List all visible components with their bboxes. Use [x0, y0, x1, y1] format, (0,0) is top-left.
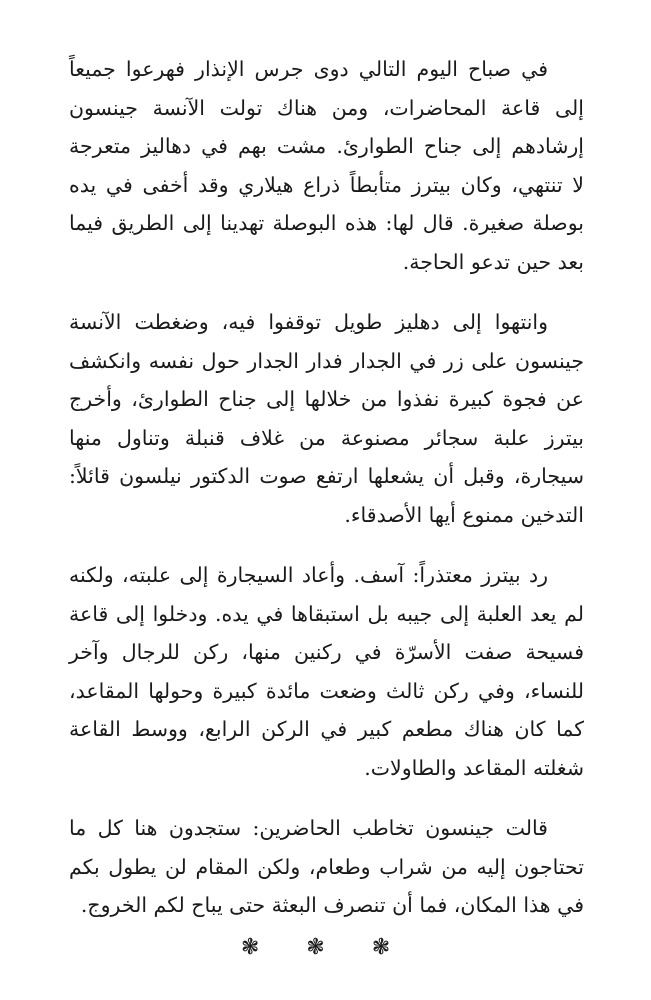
text-line: كما كان هناك مطعم كبير في الركن الرابع، ووسط القاعة — [69, 717, 584, 741]
paragraph-4 — [69, 809, 584, 925]
text-line: رد بيترز معتذراً: آسف. وأعاد السيجارة إلى علبته، ولكنه — [69, 563, 548, 587]
text-line: بعد حين تدعو الحاجة. — [402, 249, 584, 274]
text-line: قالت جينسون تخاطب الحاضرين: ستجدون هنا كل ما — [69, 816, 548, 840]
paragraph-3 — [69, 556, 584, 787]
text-line: لا تنتهي، وكان بيترز متأبطاً ذراع هيلاري وقد أخفى في يده — [69, 172, 584, 197]
paragraph-1 — [69, 50, 584, 281]
section-separator: ❃ ❃ ❃ — [240, 935, 411, 960]
text-line: إلى قاعة المحاضرات، ومن هناك تولت الآنسة جينسون — [69, 95, 584, 120]
text-line: بوصلة صغيرة. قال لها: هذه البوصلة تهدينا إلى الطريق فيما — [69, 211, 584, 235]
text-line: عن فجوة كبيرة نفذوا من خلالها إلى جناح الطوارئ، وأخرج — [69, 387, 584, 411]
text-line: وانتهوا إلى دهليز طويل توقفوا فيه، وضغطت الآنسة — [69, 310, 548, 334]
text-line: سيجارة، وقبل أن يشعلها ارتفع صوت الدكتور نيلسون قائلاً: — [69, 464, 584, 488]
text-line: فسيحة صفت الأسرّة في ركنين منها، ركن للرجال وآخر — [69, 640, 584, 664]
text-line: جينسون على زر في الجدار فدار الجدار حول نفسه وانكشف — [69, 348, 584, 373]
text-line: لم يعد العلبة إلى جيبه بل استبقاها في يده. ودخلوا إلى قاعة — [69, 601, 584, 626]
paragraph-2 — [69, 303, 584, 534]
text-line: تحتاجون إليه من شراب وطعام، ولكن المقام لن يطول بكم — [69, 854, 584, 879]
text-line: للنساء، وفي ركن ثالث وضعت مائدة كبيرة وحولها المقاعد، — [69, 678, 584, 703]
text-line: في صباح اليوم التالي دوى جرس الإنذار فهرعوا جميعاً — [69, 57, 548, 81]
text-line: شغلته المقاعد والطاولات. — [364, 755, 584, 780]
text-line: إرشادهم إلى جناح الطوارئ. مشت بهم في دهاليز متعرجة — [69, 134, 584, 158]
text-line: بيترز علبة سجائر مصنوعة من غلاف قنبلة وتناول منها — [69, 425, 584, 450]
text-line: في هذا المكان، فما أن تنصرف البعثة حتى يباح لكم الخروج. — [80, 893, 584, 917]
text-line: التدخين ممنوع أيها الأصدقاء. — [344, 502, 584, 527]
